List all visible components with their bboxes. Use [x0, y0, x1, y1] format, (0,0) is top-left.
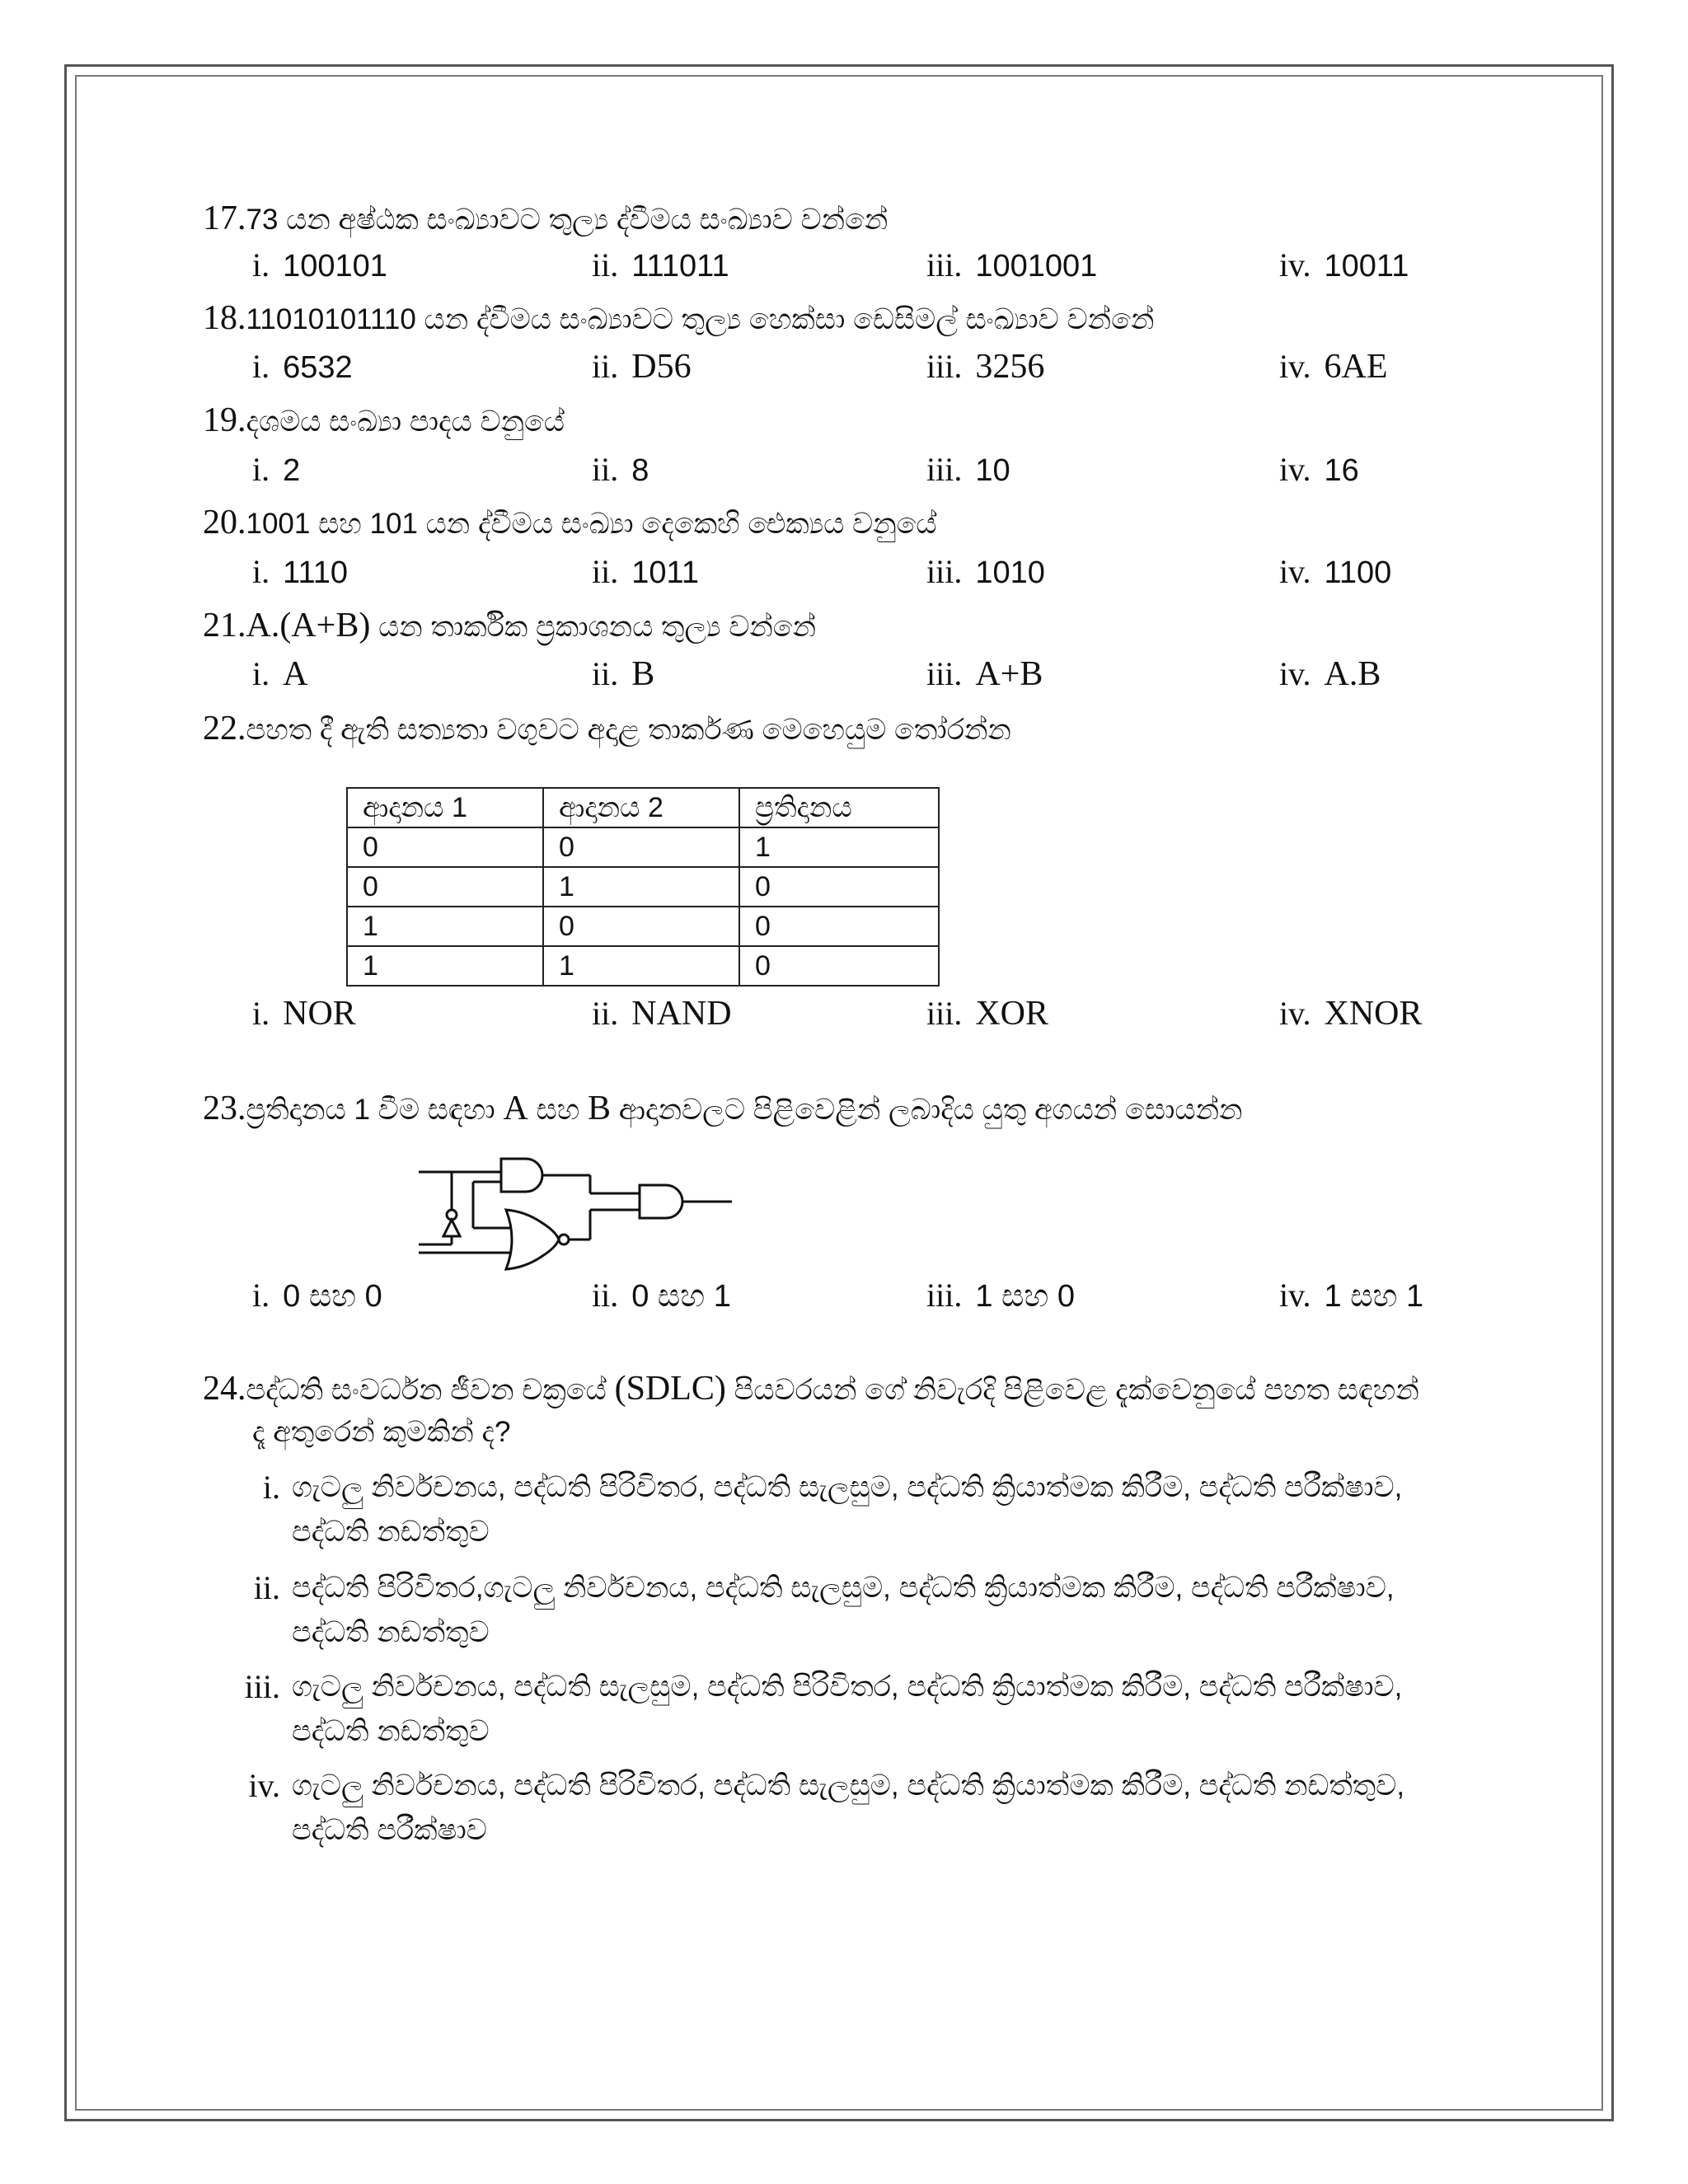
truth-table-cell: 0 — [739, 946, 939, 986]
question-17-options — [252, 246, 1489, 287]
option-i[interactable] — [252, 450, 300, 490]
option-label: iii. — [244, 1668, 280, 1705]
option-label: iii. — [926, 348, 963, 385]
option-label: i. — [262, 1469, 280, 1506]
option-line: ගැටලු නිර්වචනය, පද්ධති සැලසුම, පද්ධති පිරිවිතර, පද්ධති ක්‍රියාත්මක කිරීම, පද්ධති පරීක්ෂාව, — [292, 1671, 1403, 1703]
option-ii[interactable] — [592, 246, 729, 286]
option-value: 3256 — [975, 348, 1045, 386]
option-label: ii. — [592, 451, 619, 488]
question-text: 73 යන අෂ්ඨක සංඛ්‍යාවට තුල්‍ය ද්වීමය සංඛ්‍යාව වන්නේ — [246, 204, 889, 236]
input-b-label: B — [588, 1090, 612, 1127]
logic-circuit-diagram — [404, 1146, 750, 1277]
option-value: 6532 — [283, 350, 353, 385]
option-label: iii. — [926, 553, 963, 590]
truth-table — [346, 787, 940, 987]
truth-table-header-row — [347, 788, 939, 827]
option-value: A+B — [975, 655, 1043, 693]
option-value: XNOR — [1324, 995, 1423, 1033]
option-label: i. — [252, 655, 270, 692]
question-21-options — [252, 654, 1489, 696]
option-label: ii. — [253, 1569, 280, 1606]
option-line: පද්ධති පරීක්ෂාව — [292, 1814, 487, 1846]
option-ii[interactable] — [592, 654, 654, 695]
option-i[interactable] — [252, 1276, 382, 1316]
question-20-options — [252, 552, 1489, 593]
option-line: පද්ධති නඩත්තුව — [292, 1715, 490, 1747]
option-label: i. — [252, 995, 270, 1032]
option-label: ii. — [592, 655, 619, 692]
option-label: iv. — [1279, 655, 1311, 692]
truth-table-cell: 0 — [543, 827, 739, 867]
option-iii[interactable] — [926, 654, 1043, 695]
question-text: 1001 සහ 101 යන ද්වීමය සංඛ්‍යා දෙකෙහි ඓක්‍යය වනුයේ — [246, 508, 937, 540]
option-value: A.B — [1324, 655, 1381, 693]
question-22 — [203, 710, 1011, 748]
option-label: iii. — [926, 1277, 963, 1314]
option-value: 10 — [975, 453, 1010, 488]
option-iv[interactable] — [1279, 552, 1391, 593]
nor-gate — [506, 1210, 559, 1269]
option-label: ii. — [592, 348, 619, 385]
option-label: iii. — [926, 655, 963, 692]
option-value: NAND — [631, 995, 732, 1033]
question-number: 21. — [203, 607, 246, 644]
truth-table-cell: 1 — [543, 867, 739, 907]
option-value: 6AE — [1324, 348, 1388, 386]
option-label: iv. — [1279, 553, 1311, 590]
option-label: iv. — [248, 1767, 280, 1804]
question-24-continued: දෑ අතුරෙන් කුමකින් ද? — [252, 1416, 511, 1448]
option-label: iv. — [1279, 246, 1311, 284]
option-value: 111011 — [631, 249, 729, 284]
truth-table-cell: 0 — [739, 907, 939, 946]
option-label: iv. — [1279, 348, 1311, 385]
option-iii[interactable] — [926, 994, 1048, 1034]
question-number: 23. — [203, 1090, 246, 1127]
question-23-options — [252, 1276, 1489, 1317]
option-label: i. — [252, 348, 270, 385]
truth-table-cell: 1 — [347, 946, 543, 986]
input-a-label: A — [503, 1090, 528, 1127]
option-iii[interactable] — [926, 552, 1045, 593]
truth-table-row — [347, 907, 939, 946]
question-number: 20. — [203, 504, 246, 541]
question-20 — [203, 504, 937, 542]
option-ii[interactable] — [592, 450, 649, 490]
option-iv[interactable] — [1279, 450, 1359, 490]
option-label: ii. — [592, 995, 619, 1032]
logic-expression: A.(A+B) — [246, 607, 371, 644]
option-value: A — [283, 655, 308, 693]
option-i[interactable] — [252, 994, 356, 1034]
truth-table-cell: 0 — [347, 827, 543, 867]
option-label: i. — [252, 246, 270, 284]
option-value: 8 — [631, 453, 649, 488]
nor-bubble — [559, 1235, 569, 1244]
option-value: 100101 — [283, 249, 387, 284]
option-line: ගැටලු නිර්වචනය, පද්ධති පිරිවිතර, පද්ධති සැලසුම, පද්ධති ක්‍රියාත්මක කිරීම, පද්ධති පරීක්ෂාව, — [292, 1471, 1403, 1503]
truth-table-header: ආදානය 1 — [347, 788, 543, 827]
option-line: පද්ධති නඩත්තුව — [292, 1516, 490, 1548]
option-label: i. — [252, 451, 270, 488]
option-value: 0 සහ 1 — [631, 1279, 731, 1314]
question-number: 24. — [203, 1370, 246, 1408]
question-number: 17. — [203, 199, 246, 237]
truth-table-cell: 0 — [543, 907, 739, 946]
option-ii[interactable] — [592, 1276, 731, 1316]
truth-table-header: ප්‍රතිදානය — [739, 788, 939, 827]
question-24 — [203, 1367, 1419, 1412]
question-18 — [203, 300, 1154, 338]
option-label: iv. — [1279, 1277, 1311, 1314]
question-number: 19. — [203, 401, 246, 439]
option-value: 1 සහ 0 — [975, 1279, 1075, 1314]
question-17 — [203, 200, 888, 238]
question-text: ප්‍රතිදානය 1 වීම සඳහා — [246, 1094, 504, 1126]
question-text: දශමය සංඛ්‍යා පාදය වනුයේ — [246, 405, 565, 438]
option-value: 1100 — [1324, 555, 1392, 590]
option-i[interactable] — [252, 654, 307, 695]
truth-table-row — [347, 827, 939, 867]
question-21 — [203, 607, 816, 645]
option-value: 1001001 — [975, 249, 1098, 284]
option-label: ii. — [592, 1277, 619, 1314]
truth-table-cell: 0 — [347, 867, 543, 907]
option-value: 0 සහ 0 — [283, 1279, 382, 1314]
option-ii[interactable] — [592, 994, 732, 1034]
option-iv[interactable] — [1279, 994, 1423, 1034]
question-text: පද්ධති සංවර්ධන ජීවන චක්‍රයේ — [246, 1374, 615, 1406]
option-value: XOR — [975, 995, 1049, 1033]
truth-table-cell: 1 — [347, 907, 543, 946]
option-value: 1 සහ 1 — [1324, 1279, 1424, 1314]
and-gate-1 — [501, 1159, 542, 1192]
option-iv[interactable] — [1279, 1276, 1423, 1316]
question-number: 18. — [203, 299, 246, 337]
option-label: i. — [252, 553, 270, 590]
question-18-options — [252, 347, 1489, 388]
option-iv[interactable] — [1279, 347, 1388, 387]
truth-table-cell: 1 — [543, 946, 739, 986]
option-value: 1010 — [975, 555, 1045, 590]
option-value: 1110 — [283, 555, 349, 590]
question-text: යන තාර්කික ප්‍රකාශනය තුල්‍ය වන්නේ — [370, 611, 817, 643]
question-19-options — [252, 450, 1489, 491]
option-value: 1011 — [631, 555, 699, 590]
truth-table-cell: 1 — [739, 827, 939, 867]
option-label: iv. — [1279, 995, 1311, 1032]
option-value: NOR — [283, 995, 356, 1033]
option-value: D56 — [631, 348, 692, 386]
option-value: B — [631, 655, 655, 693]
question-23 — [203, 1090, 1242, 1128]
option-label: i. — [252, 1277, 270, 1314]
option-label: iii. — [926, 246, 963, 284]
option-value: 10011 — [1324, 249, 1409, 284]
option-ii[interactable] — [592, 552, 699, 593]
option-label: iii. — [926, 995, 963, 1032]
option-label: ii. — [592, 246, 619, 284]
truth-table-header: ආදානය 2 — [543, 788, 739, 827]
option-iii[interactable] — [926, 450, 1010, 490]
sdlc-abbreviation: (SDLC) — [614, 1370, 726, 1408]
question-number: 22. — [203, 710, 246, 748]
question-text: සහ — [528, 1094, 588, 1126]
option-i[interactable] — [252, 246, 387, 286]
and-gate-2 — [640, 1185, 682, 1218]
question-text: පහත දී ඇති සත්‍යතා වගුවට අදාළ තාර්කණ මෙහෙයුම තෝරන්න — [246, 714, 1011, 746]
option-i[interactable] — [252, 347, 353, 387]
option-value: 16 — [1324, 453, 1359, 488]
option-iii[interactable] — [926, 246, 1097, 286]
option-label: ii. — [592, 553, 619, 590]
option-iv[interactable] — [1279, 654, 1381, 695]
option-line: පද්ධති පිරිවිතර,ගැටලු නිර්වචනය, පද්ධති සැලසුම, පද්ධති ක්‍රියාත්මක කිරීම, පද්ධති පරීක්ෂාව, — [292, 1572, 1395, 1604]
option-ii[interactable] — [592, 347, 692, 387]
option-label: iii. — [926, 451, 963, 488]
option-line: පද්ධති නඩත්තුව — [292, 1616, 490, 1648]
option-iii[interactable] — [926, 347, 1044, 387]
truth-table-row — [347, 867, 939, 907]
option-label: iv. — [1279, 451, 1311, 488]
question-text: ආදානවලට පිළිවෙළින් ලබාදිය යුතු අගයන් සොයන්න — [611, 1094, 1243, 1126]
truth-table-cell: 0 — [739, 867, 939, 907]
question-22-options — [252, 994, 1489, 1035]
question-text: පියවරයන් ගේ නිවැරදි පිළිවෙළ දැක්වෙනුයේ පහත සඳහන් — [725, 1374, 1419, 1406]
not-gate — [443, 1220, 460, 1236]
question-text: 11010101110 යන ද්වීමය සංඛ්‍යාවට තුල්‍ය හෙක්සා ඩෙසිමල් සංඛ්‍යාව වන්නේ — [246, 303, 1155, 335]
option-iii[interactable] — [926, 1276, 1075, 1316]
option-line: ගැටලු නිර්වචනය, පද්ධති පිරිවිතර, පද්ධති සැලසුම, පද්ධති ක්‍රියාත්මක කිරීම, පද්ධති නඩත්තුව, — [292, 1769, 1405, 1802]
option-iv[interactable] — [1279, 246, 1409, 286]
option-value: 2 — [283, 453, 301, 488]
question-19 — [203, 402, 565, 440]
truth-table-row — [347, 946, 939, 986]
option-i[interactable] — [252, 552, 348, 593]
